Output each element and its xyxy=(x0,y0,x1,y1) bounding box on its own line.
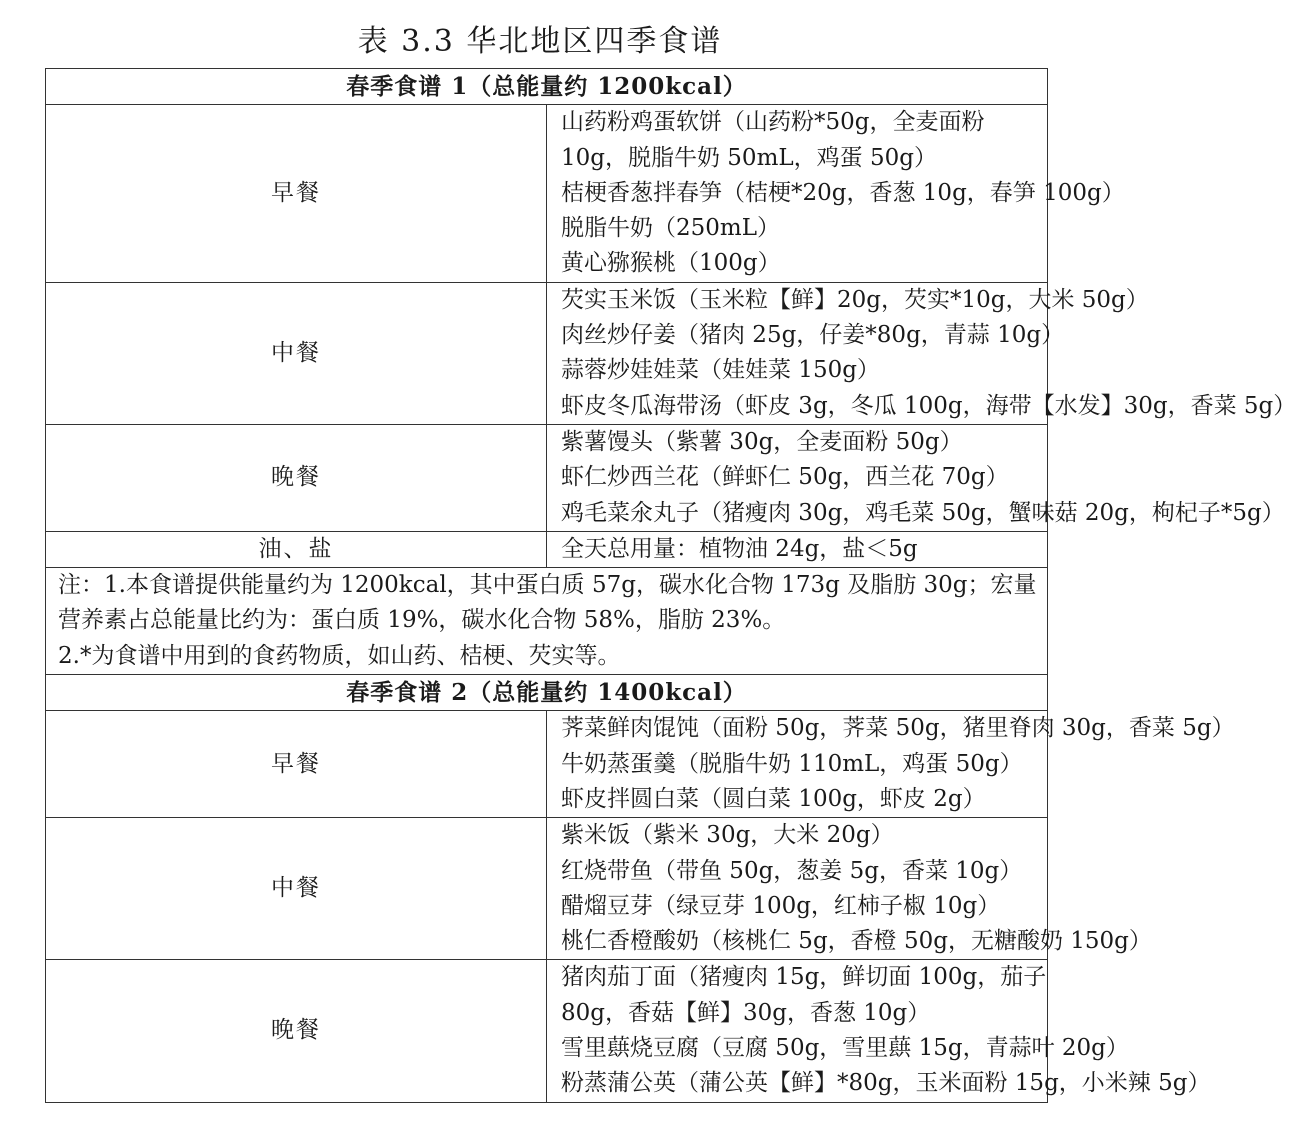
menu-item: 桔梗香葱拌春笋（桔梗*20g，香葱 10g，春笋 100g） xyxy=(561,179,1125,206)
menu-item: 紫薯馒头（紫薯 30g，全麦面粉 50g） xyxy=(561,428,963,455)
menu-item: 脱脂牛奶（250mL） xyxy=(561,215,780,242)
menu1-lunch-items xyxy=(547,282,1296,424)
menu-item: 桃仁香橙酸奶（核桃仁 5g，香橙 50g，无糖酸奶 150g） xyxy=(561,928,1152,955)
menu1-dinner-items xyxy=(547,424,1285,531)
menu-item: 蒜蓉炒娃娃菜（娃娃菜 150g） xyxy=(561,357,880,384)
menu2-breakfast-items xyxy=(547,711,1235,818)
menu1-oil-salt-row xyxy=(46,531,1048,567)
menu-item: 荠菜鲜肉馄饨（面粉 50g，荠菜 50g，猪里脊肉 30g，香菜 5g） xyxy=(561,715,1235,742)
menu-item: 虾皮冬瓜海带汤（虾皮 3g，冬瓜 100g，海带【水发】30g，香菜 5g） xyxy=(561,392,1296,419)
menu-item: 黄心猕猴桃（100g） xyxy=(561,250,781,277)
note-line: 2.*为食谱中用到的食药物质，如山药、桔梗、芡实等。 xyxy=(58,642,621,669)
menu1-notes-row xyxy=(46,568,1048,675)
menu-item: 猪肉茄丁面（猪瘦肉 15g，鲜切面 100g，茄子 80g，香菇【鲜】30g，香葱 10g） xyxy=(561,964,1047,1026)
menu2-dinner-items xyxy=(547,960,1211,1102)
menu2-breakfast-row xyxy=(46,711,1048,818)
menu-item: 芡实玉米饭（玉米粒【鲜】20g，芡实*10g，大米 50g） xyxy=(561,286,1149,313)
menu1-notes xyxy=(46,568,1048,675)
menu-item: 醋熘豆芽（绿豆芽 100g，红柿子椒 10g） xyxy=(561,892,1001,919)
menu1-oil-salt-label: 油、盐 xyxy=(46,531,547,567)
menu1-dinner-row xyxy=(46,424,1048,531)
note-line: 注：1.本食谱提供能量约为 1200kcal，其中蛋白质 57g，碳水化合物 173g 及脂肪 30g；宏量营养素占总能量比约为：蛋白质 19%，碳水化合物 58%，脂肪 23%。 xyxy=(58,572,1037,634)
menu1-dinner-label: 晚餐 xyxy=(46,424,547,531)
menu-item: 雪里蕻烧豆腐（豆腐 50g，雪里蕻 15g，青蒜叶 20g） xyxy=(561,1035,1129,1062)
menu1-header: 春季食谱 1（总能量约 1200kcal） xyxy=(46,69,1048,105)
menu2-lunch-label: 中餐 xyxy=(46,818,547,960)
menu1-header-row xyxy=(46,69,1048,105)
menu2-dinner-label: 晚餐 xyxy=(46,960,547,1102)
menu2-breakfast-label: 早餐 xyxy=(46,711,547,818)
menu1-lunch-row xyxy=(46,282,1048,424)
menu-item: 鸡毛菜氽丸子（猪瘦肉 30g，鸡毛菜 50g，蟹味菇 20g，枸杞子*5g） xyxy=(561,499,1285,526)
menu-item: 山药粉鸡蛋软饼（山药粉*50g，全麦面粉 10g，脱脂牛奶 50mL，鸡蛋 50g） xyxy=(561,109,985,171)
table-title: 表 3.3 华北地区四季食谱 xyxy=(357,24,723,59)
menu-item: 虾皮拌圆白菜（圆白菜 100g，虾皮 2g） xyxy=(561,785,986,812)
menu-item: 紫米饭（紫米 30g，大米 20g） xyxy=(561,822,894,849)
menu1-lunch-label: 中餐 xyxy=(46,282,547,424)
menu2-header: 春季食谱 2（总能量约 1400kcal） xyxy=(46,675,1048,711)
menu2-dinner-row xyxy=(46,960,1048,1102)
menu1-breakfast-items xyxy=(547,105,1125,282)
menu2-lunch-items xyxy=(547,818,1152,960)
menu-item: 虾仁炒西兰花（鲜虾仁 50g，西兰花 70g） xyxy=(561,464,1009,491)
menu2-lunch-row xyxy=(46,818,1048,960)
menu1-oil-salt-text: 全天总用量：植物油 24g，盐＜5g xyxy=(547,531,1048,567)
menu1-breakfast-label: 早餐 xyxy=(46,105,547,282)
menu-item: 红烧带鱼（带鱼 50g，葱姜 5g，香菜 10g） xyxy=(561,857,1023,884)
menu-item: 肉丝炒仔姜（猪肉 25g，仔姜*80g，青蒜 10g） xyxy=(561,322,1065,349)
menu2-header-row xyxy=(46,675,1048,711)
seasonal-menu-table xyxy=(45,68,1296,1103)
menu1-breakfast-row xyxy=(46,105,1048,282)
menu-item: 粉蒸蒲公英（蒲公英【鲜】*80g，玉米面粉 15g，小米辣 5g） xyxy=(561,1070,1211,1097)
menu-item: 牛奶蒸蛋羹（脱脂牛奶 110mL，鸡蛋 50g） xyxy=(561,750,1023,777)
